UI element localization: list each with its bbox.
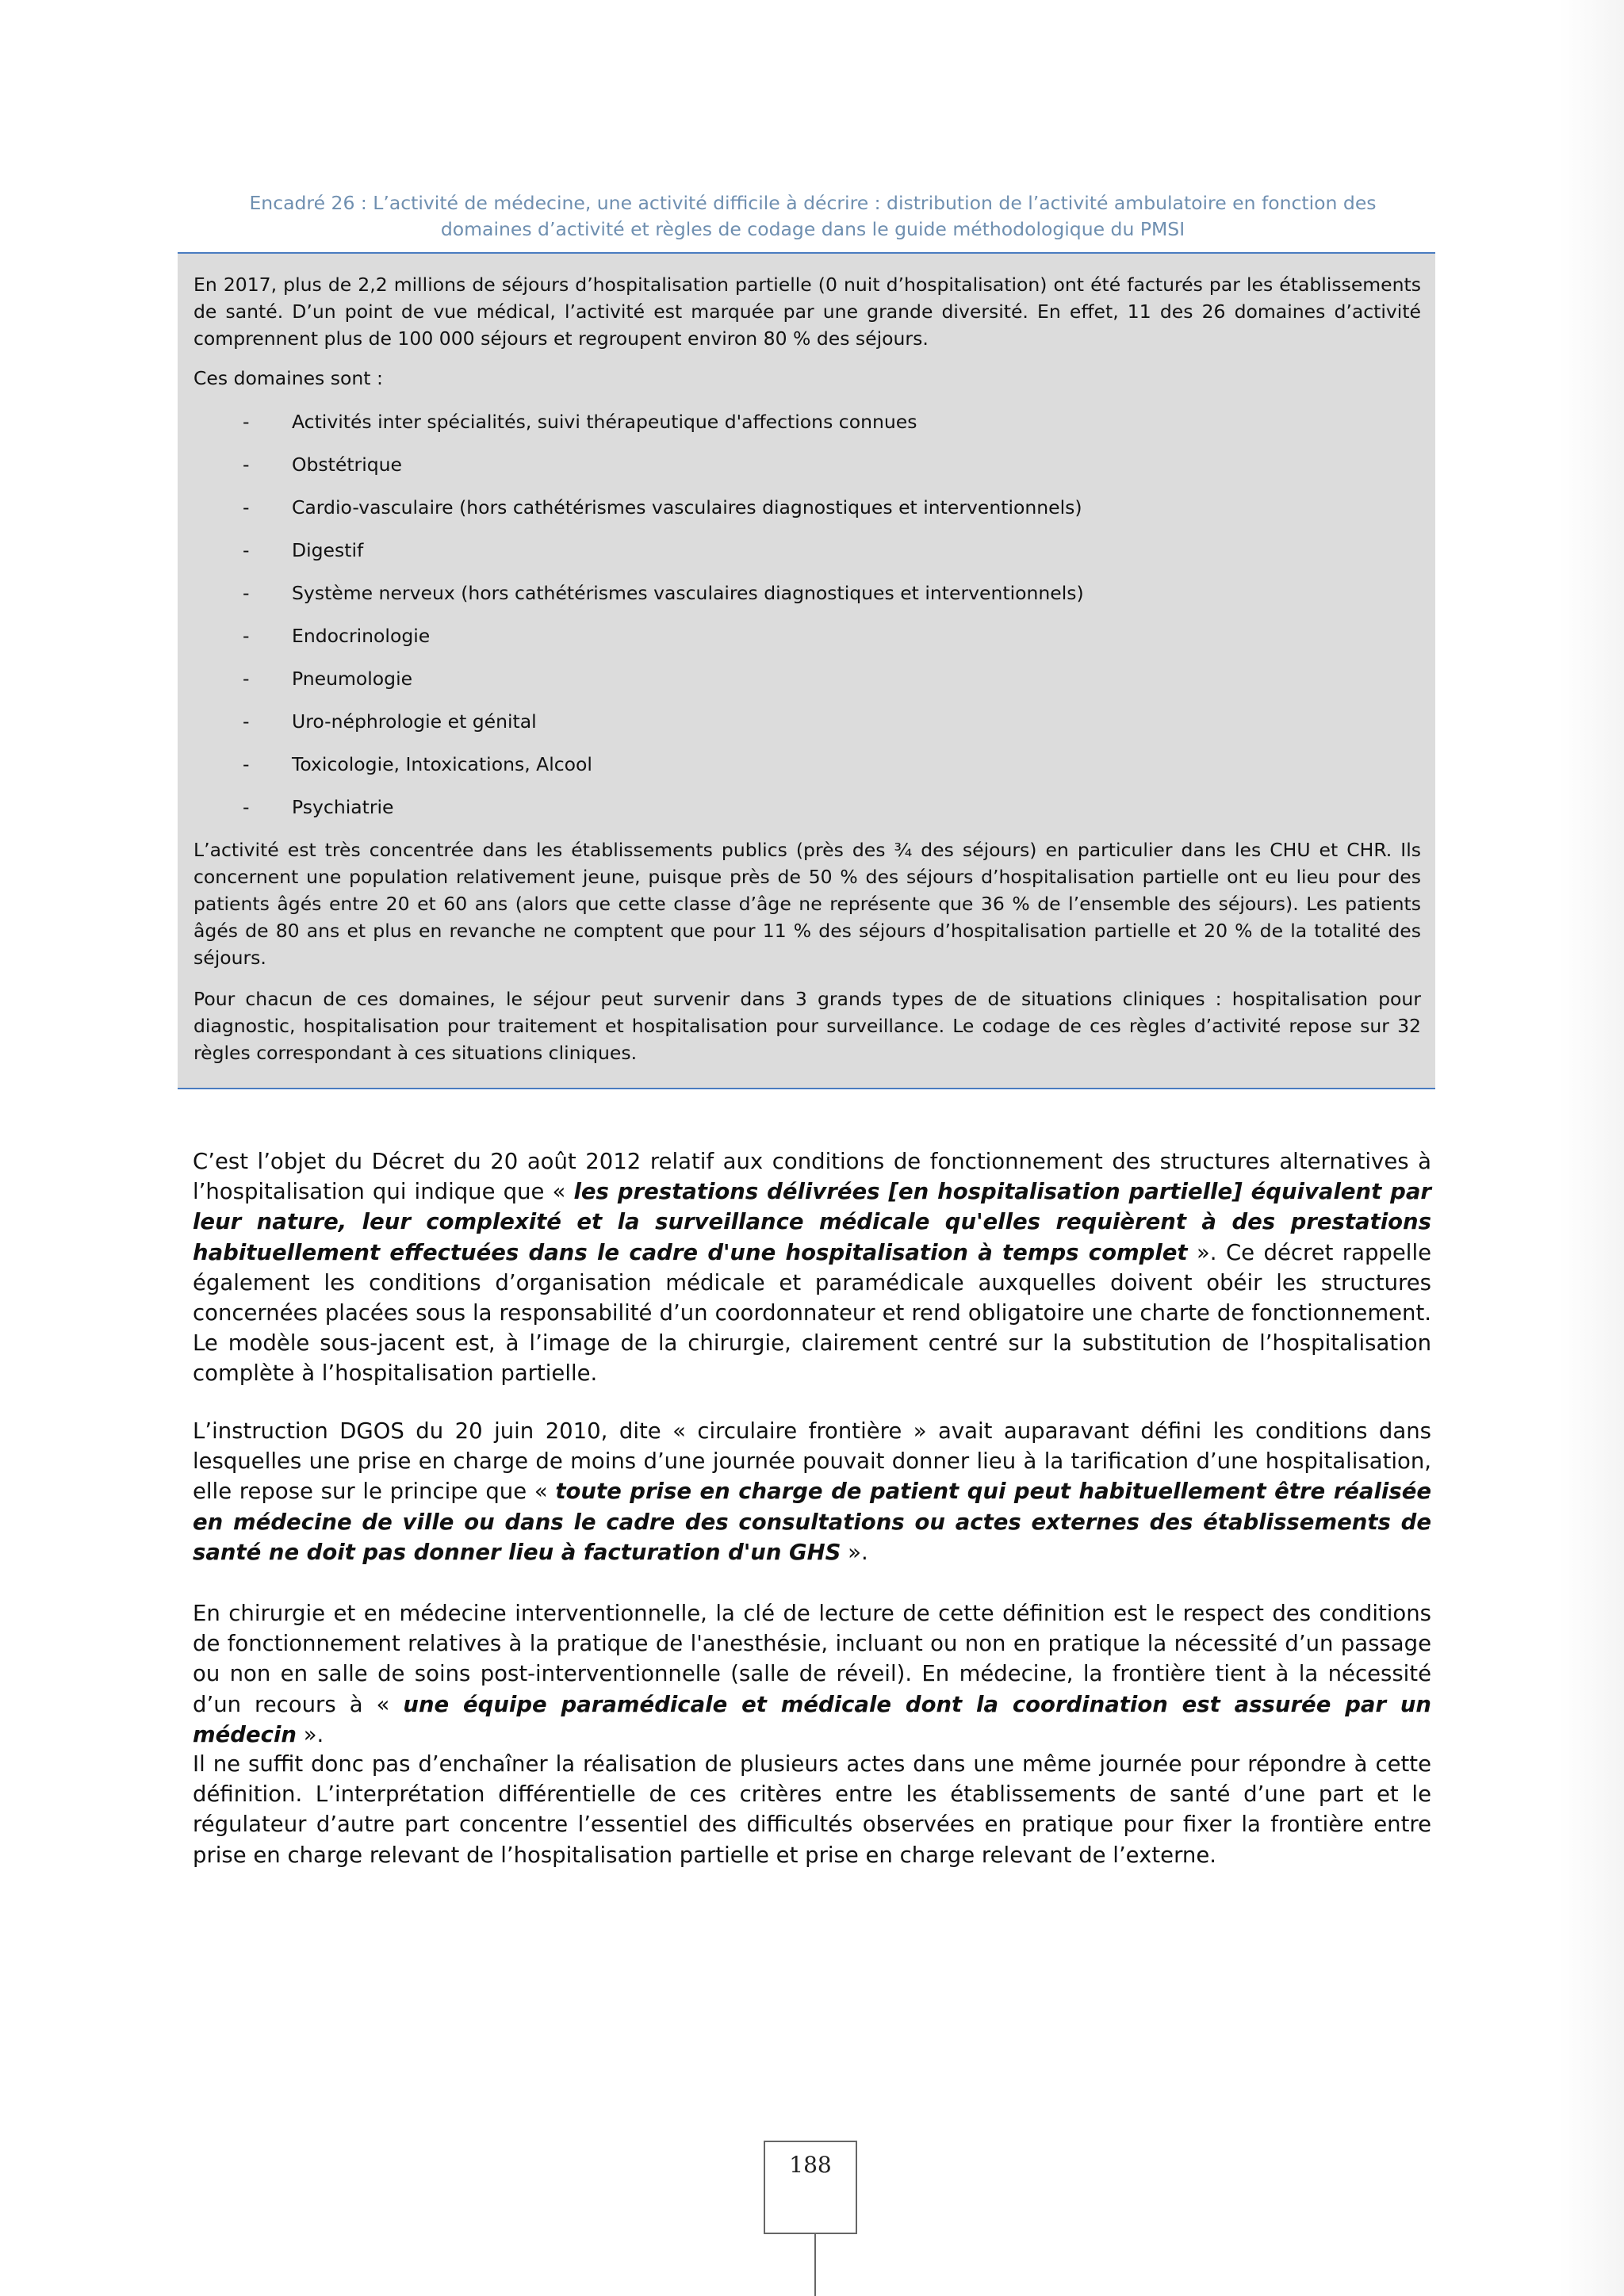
domain-label: Obstétrique [292,453,403,476]
domain-label: Cardio-vasculaire (hors cathétérismes vasculaires diagnostiques et interventionnels) [292,496,1082,519]
box-intro-paragraph: En 2017, plus de 2,2 millions de séjours d’hospitalisation partielle (0 nuit d’hospitalisation) ont été facturés par les établissements de santé. D’un point de vue médical, l’activité est marquée par une grande diversité. En effet, 11 des 26 domaines d’activité comprennent plus de 100 000 séjours et regroupent environ 80 % des séjours. [193,274,1421,350]
domain-label: Uro-néphrologie et génital [292,710,537,733]
decret-quote: les prestations délivrées [en hospitalisation partielle] équivalent par leur nature, leur complexité et la surveillance médicale qu'elles requièrent à des prestations habituellement effectuées dans le cadre d'une hospitalisation à temps complet [193,1179,1431,1265]
list-dash: - [243,668,250,690]
decret-text-start: C’est l’objet du Décret du 20 août 2012 relatif aux conditions de fonctionnement des structures alternatives à l’hospitalisation qui indique que « [193,1149,1431,1205]
instruction-quote: toute prise en charge de patient qui peut habituellement être réalisée en médecine de ville ou dans le cadre des consultations ou actes externes des établissements de santé ne doit pas donner lieu à facturation d'un GHS [193,1479,1431,1565]
chirurgie-text-end: ». [296,1721,324,1747]
page-number: 188 [789,2152,832,2178]
body-paragraph-chirurgie [193,1598,1431,1750]
list-dash: - [243,710,250,733]
instruction-text-end: ». [841,1539,868,1565]
domain-label: Système nerveux (hors cathétérismes vasculaires diagnostiques et interventionnels) [292,582,1084,604]
chirurgie-quote: une équipe paramédicale et médicale dont la coordination est assurée par un médecin [193,1691,1431,1747]
chirurgie-text-start: En chirurgie et en médecine interventionnelle, la clé de lecture de cette définition est le respect des conditions de fonctionnement relatives à la pratique de l'anesthésie, incluant ou non en pratique la nécessité d’un passage ou non en salle de soins post-interventionnelle (salle de réveil). En médecine, la frontière tient à la nécessité d’un recours à « [193,1601,1431,1717]
domain-label: Pneumologie [292,668,413,690]
domain-label: Toxicologie, Intoxications, Alcool [292,753,592,775]
list-dash: - [243,411,250,433]
list-dash: - [243,625,250,647]
page-number-box [764,2141,857,2234]
domain-label: Digestif [292,539,364,561]
list-dash: - [243,496,250,519]
box-domains-intro: Ces domaines sont : [193,367,383,389]
page-number-connector [814,2234,816,2296]
decret-text-end: ». Ce décret rappelle également les conditions d’organisation médicale et paramédicale auxquelles doivent obéir les structures concernées placées sous la responsabilité d’un coordonnateur et rend obligatoire une charte de fonctionnement. Le modèle sous-jacent est, à l’image de la chirurgie, clairement centré sur la substitution de l’hospitalisation complète à l’hospitalisation partielle. [193,1239,1431,1387]
list-dash: - [243,796,250,818]
list-dash: - [243,453,250,476]
instruction-text-start: L’instruction DGOS du 20 juin 2010, dite « circulaire frontière » avait auparavant défini les conditions dans lesquelles une prise en charge de moins d’une journée pouvait donner lieu à la tarification d’une hospitalisation, elle repose sur le principe que « [193,1418,1431,1505]
body-paragraph-decret [193,1146,1431,1389]
domain-label: Endocrinologie [292,625,431,647]
list-dash: - [243,539,250,561]
domain-label: Psychiatrie [292,796,394,818]
body-paragraph-instruction [193,1416,1431,1567]
box-title-line-1: Encadré 26 : L’activité de médecine, une activité difficile à décrire : distribution de l’activité ambulatoire en fonction des [249,192,1377,214]
box-concentration-paragraph: L’activité est très concentrée dans les établissements publics (près des ¾ des séjours) en particulier dans les CHU et CHR. Ils concernent une population relativement jeune, puisque près de 50 % des séjours d’hospitalisation partielle ont eu lieu pour des patients âgés entre 20 et 60 ans (alors que cette classe d’âge ne représente que 36 % de l’ensemble des séjours). Les patients âgés de 80 ans et plus en revanche ne comptent que pour 11 % des séjours d’hospitalisation partielle et 20 % de la totalité des séjours. [193,839,1421,969]
box-situations-paragraph: Pour chacun de ces domaines, le séjour peut survenir dans 3 grands types de de situations cliniques : hospitalisation pour diagnostic, hospitalisation pour traitement et hospitalisation pour surveillance. Le codage de ces règles d’activité repose sur 32 règles correspondant à ces situations cliniques. [193,988,1421,1064]
encadre-box [178,252,1435,1089]
list-dash: - [243,582,250,604]
box-title-line-2: domaines d’activité et règles de codage dans le guide méthodologique du PMSI [440,218,1185,240]
box-title [190,190,1435,243]
list-dash: - [243,753,250,775]
body-paragraph-frontiere: Il ne suffit donc pas d’enchaîner la réalisation de plusieurs actes dans une même journée pour répondre à cette définition. L’interprétation différentielle de ces critères entre les établissements de santé d’une part et le régulateur d’autre part concentre l’essentiel des difficultés observées en pratique pour fixer la frontière entre prise en charge relevant de l’hospitalisation partielle et prise en charge relevant de l’externe. [193,1751,1431,1868]
domain-label: Activités inter spécialités, suivi thérapeutique d'affections connues [292,411,917,433]
